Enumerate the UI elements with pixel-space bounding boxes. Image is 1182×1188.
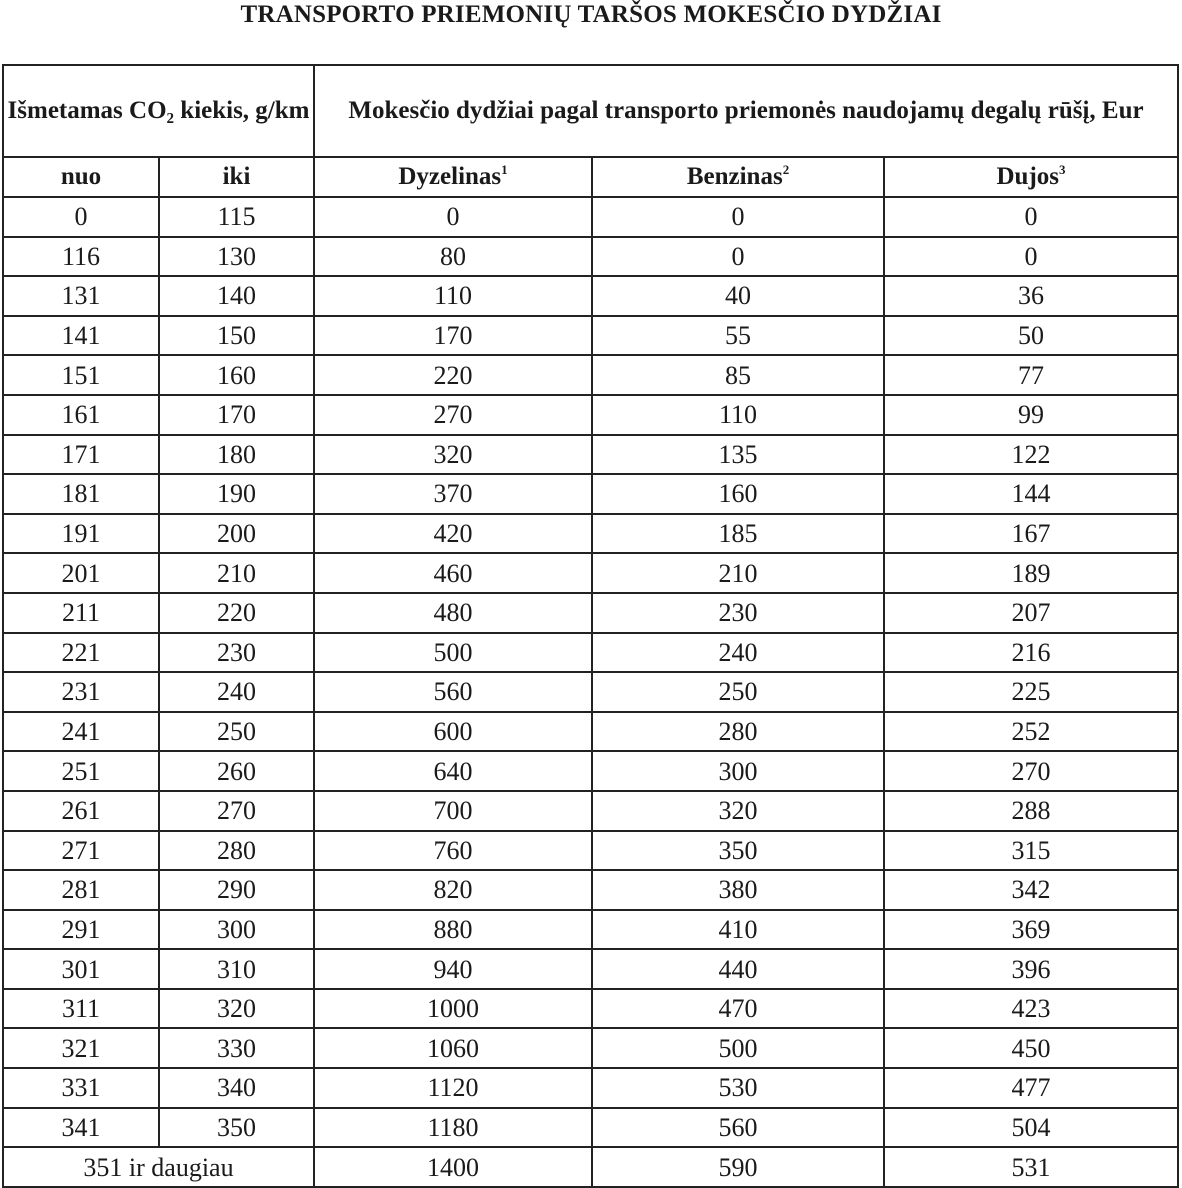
table-row xyxy=(3,553,1178,593)
from-cell: 151 xyxy=(3,355,159,395)
gas-cell: 50 xyxy=(884,316,1178,356)
diesel-header: Dyzelinas$^1$ xyxy=(314,157,592,197)
to-cell: 115 xyxy=(159,197,314,237)
petrol-cell: 350 xyxy=(592,831,884,871)
gas-cell: 99 xyxy=(884,395,1178,435)
to-cell: 310 xyxy=(159,949,314,989)
table-row xyxy=(3,1147,1178,1187)
petrol-cell: 240 xyxy=(592,633,884,673)
table-row xyxy=(3,593,1178,633)
to-cell: 180 xyxy=(159,435,314,475)
from-cell: 261 xyxy=(3,791,159,831)
petrol-cell: 110 xyxy=(592,395,884,435)
from-cell: 281 xyxy=(3,870,159,910)
from-cell: 131 xyxy=(3,276,159,316)
petrol-cell: 300 xyxy=(592,751,884,791)
diesel-cell: 80 xyxy=(314,237,592,277)
petrol-cell: 185 xyxy=(592,514,884,554)
table-row xyxy=(3,712,1178,752)
from-cell: 251 xyxy=(3,751,159,791)
diesel-cell: 500 xyxy=(314,633,592,673)
to-cell: 170 xyxy=(159,395,314,435)
gas-cell: 288 xyxy=(884,791,1178,831)
to-cell: 330 xyxy=(159,1028,314,1068)
petrol-cell: 320 xyxy=(592,791,884,831)
petrol-cell: 530 xyxy=(592,1068,884,1108)
gas-cell: 342 xyxy=(884,870,1178,910)
diesel-cell: 1400 xyxy=(314,1147,592,1187)
from-cell: 116 xyxy=(3,237,159,277)
to-cell: 340 xyxy=(159,1068,314,1108)
from-cell: 191 xyxy=(3,514,159,554)
table-row xyxy=(3,633,1178,673)
diesel-cell: 700 xyxy=(314,791,592,831)
petrol-cell: 440 xyxy=(592,949,884,989)
petrol-cell: 85 xyxy=(592,355,884,395)
diesel-cell: 1120 xyxy=(314,1068,592,1108)
diesel-cell: 880 xyxy=(314,910,592,950)
to-cell: 350 xyxy=(159,1108,314,1148)
diesel-cell: 0 xyxy=(314,197,592,237)
diesel-cell: 170 xyxy=(314,316,592,356)
gas-cell: 225 xyxy=(884,672,1178,712)
table-row xyxy=(3,435,1178,475)
gas-cell: 252 xyxy=(884,712,1178,752)
gas-cell: 167 xyxy=(884,514,1178,554)
gas-cell: 144 xyxy=(884,474,1178,514)
petrol-header: Benzinas$^2$ xyxy=(592,157,884,197)
diesel-cell: 220 xyxy=(314,355,592,395)
gas-cell: 0 xyxy=(884,237,1178,277)
diesel-cell: 460 xyxy=(314,553,592,593)
footnote-marker: 1 xyxy=(501,162,508,177)
to-cell: 230 xyxy=(159,633,314,673)
to-header: iki xyxy=(159,157,314,197)
from-header: nuo xyxy=(3,157,159,197)
gas-cell: 36 xyxy=(884,276,1178,316)
to-cell: 240 xyxy=(159,672,314,712)
from-cell: 271 xyxy=(3,831,159,871)
page-title: TRANSPORTO PRIEMONIŲ TARŠOS MOKESČIO DYDŽIAI xyxy=(240,1,942,28)
table-row xyxy=(3,514,1178,554)
table-row xyxy=(3,474,1178,514)
diesel-cell: 760 xyxy=(314,831,592,871)
diesel-cell: 320 xyxy=(314,435,592,475)
petrol-cell: 380 xyxy=(592,870,884,910)
diesel-cell: 1000 xyxy=(314,989,592,1029)
from-cell: 331 xyxy=(3,1068,159,1108)
to-cell: 250 xyxy=(159,712,314,752)
to-cell: 290 xyxy=(159,870,314,910)
range-cell: 351 ir daugiau xyxy=(3,1147,314,1187)
table-row xyxy=(3,237,1178,277)
table-row xyxy=(3,355,1178,395)
table-row xyxy=(3,1068,1178,1108)
from-cell: 0 xyxy=(3,197,159,237)
table-row xyxy=(3,316,1178,356)
gas-cell: 477 xyxy=(884,1068,1178,1108)
diesel-cell: 480 xyxy=(314,593,592,633)
diesel-cell: 820 xyxy=(314,870,592,910)
from-cell: 291 xyxy=(3,910,159,950)
to-cell: 200 xyxy=(159,514,314,554)
petrol-cell: 250 xyxy=(592,672,884,712)
from-cell: 311 xyxy=(3,989,159,1029)
diesel-cell: 940 xyxy=(314,949,592,989)
from-cell: 241 xyxy=(3,712,159,752)
table-row xyxy=(3,870,1178,910)
petrol-cell: 40 xyxy=(592,276,884,316)
petrol-cell: 230 xyxy=(592,593,884,633)
diesel-cell: 110 xyxy=(314,276,592,316)
to-cell: 140 xyxy=(159,276,314,316)
table-row xyxy=(3,949,1178,989)
gas-cell: 423 xyxy=(884,989,1178,1029)
tax-header: Mokesčio dydžiai pagal transporto priemonės naudojamų degalų rūšį, Eur xyxy=(314,65,1178,157)
to-cell: 260 xyxy=(159,751,314,791)
to-cell: 150 xyxy=(159,316,314,356)
to-cell: 160 xyxy=(159,355,314,395)
table-row xyxy=(3,831,1178,871)
gas-cell: 315 xyxy=(884,831,1178,871)
from-cell: 211 xyxy=(3,593,159,633)
diesel-cell: 1180 xyxy=(314,1108,592,1148)
from-cell: 321 xyxy=(3,1028,159,1068)
from-cell: 341 xyxy=(3,1108,159,1148)
diesel-cell: 370 xyxy=(314,474,592,514)
petrol-cell: 0 xyxy=(592,237,884,277)
gas-cell: 77 xyxy=(884,355,1178,395)
footnote-marker: 2 xyxy=(782,162,790,177)
from-cell: 231 xyxy=(3,672,159,712)
from-cell: 141 xyxy=(3,316,159,356)
table-row xyxy=(3,276,1178,316)
diesel-cell: 560 xyxy=(314,672,592,712)
diesel-cell: 600 xyxy=(314,712,592,752)
to-cell: 300 xyxy=(159,910,314,950)
table-row xyxy=(3,989,1178,1029)
petrol-cell: 280 xyxy=(592,712,884,752)
gas-cell: 216 xyxy=(884,633,1178,673)
gas-cell: 396 xyxy=(884,949,1178,989)
gas-cell: 207 xyxy=(884,593,1178,633)
table-row xyxy=(3,197,1178,237)
from-cell: 221 xyxy=(3,633,159,673)
table-row xyxy=(3,751,1178,791)
table-row xyxy=(3,672,1178,712)
diesel-cell: 270 xyxy=(314,395,592,435)
petrol-cell: 55 xyxy=(592,316,884,356)
petrol-cell: 410 xyxy=(592,910,884,950)
gas-cell: 270 xyxy=(884,751,1178,791)
petrol-cell: 210 xyxy=(592,553,884,593)
from-cell: 201 xyxy=(3,553,159,593)
gas-cell: 189 xyxy=(884,553,1178,593)
table-row xyxy=(3,791,1178,831)
to-cell: 220 xyxy=(159,593,314,633)
emission-header: Išmetamas CO₂ kiekis, g/km xyxy=(3,65,314,157)
to-cell: 280 xyxy=(159,831,314,871)
petrol-cell: 160 xyxy=(592,474,884,514)
petrol-cell: 135 xyxy=(592,435,884,475)
gas-cell: 504 xyxy=(884,1108,1178,1148)
gas-cell: 122 xyxy=(884,435,1178,475)
gas-cell: 369 xyxy=(884,910,1178,950)
to-cell: 270 xyxy=(159,791,314,831)
table-row xyxy=(3,1108,1178,1148)
petrol-cell: 560 xyxy=(592,1108,884,1148)
petrol-cell: 0 xyxy=(592,197,884,237)
table-body xyxy=(3,197,1178,1147)
table-row xyxy=(3,910,1178,950)
from-cell: 161 xyxy=(3,395,159,435)
gas-cell: 531 xyxy=(884,1147,1178,1187)
diesel-cell: 640 xyxy=(314,751,592,791)
to-cell: 190 xyxy=(159,474,314,514)
table-row xyxy=(3,395,1178,435)
gas-header: Dujos$^3$ xyxy=(884,157,1178,197)
to-cell: 320 xyxy=(159,989,314,1029)
from-cell: 171 xyxy=(3,435,159,475)
from-cell: 301 xyxy=(3,949,159,989)
diesel-cell: 420 xyxy=(314,514,592,554)
diesel-cell: 1060 xyxy=(314,1028,592,1068)
footnote-marker: 3 xyxy=(1059,162,1066,177)
gas-cell: 450 xyxy=(884,1028,1178,1068)
to-cell: 210 xyxy=(159,553,314,593)
petrol-cell: 500 xyxy=(592,1028,884,1068)
petrol-cell: 590 xyxy=(592,1147,884,1187)
petrol-cell: 470 xyxy=(592,989,884,1029)
from-cell: 181 xyxy=(3,474,159,514)
to-cell: 130 xyxy=(159,237,314,277)
table-row xyxy=(3,1028,1178,1068)
tax-table xyxy=(2,64,1179,1188)
gas-cell: 0 xyxy=(884,197,1178,237)
